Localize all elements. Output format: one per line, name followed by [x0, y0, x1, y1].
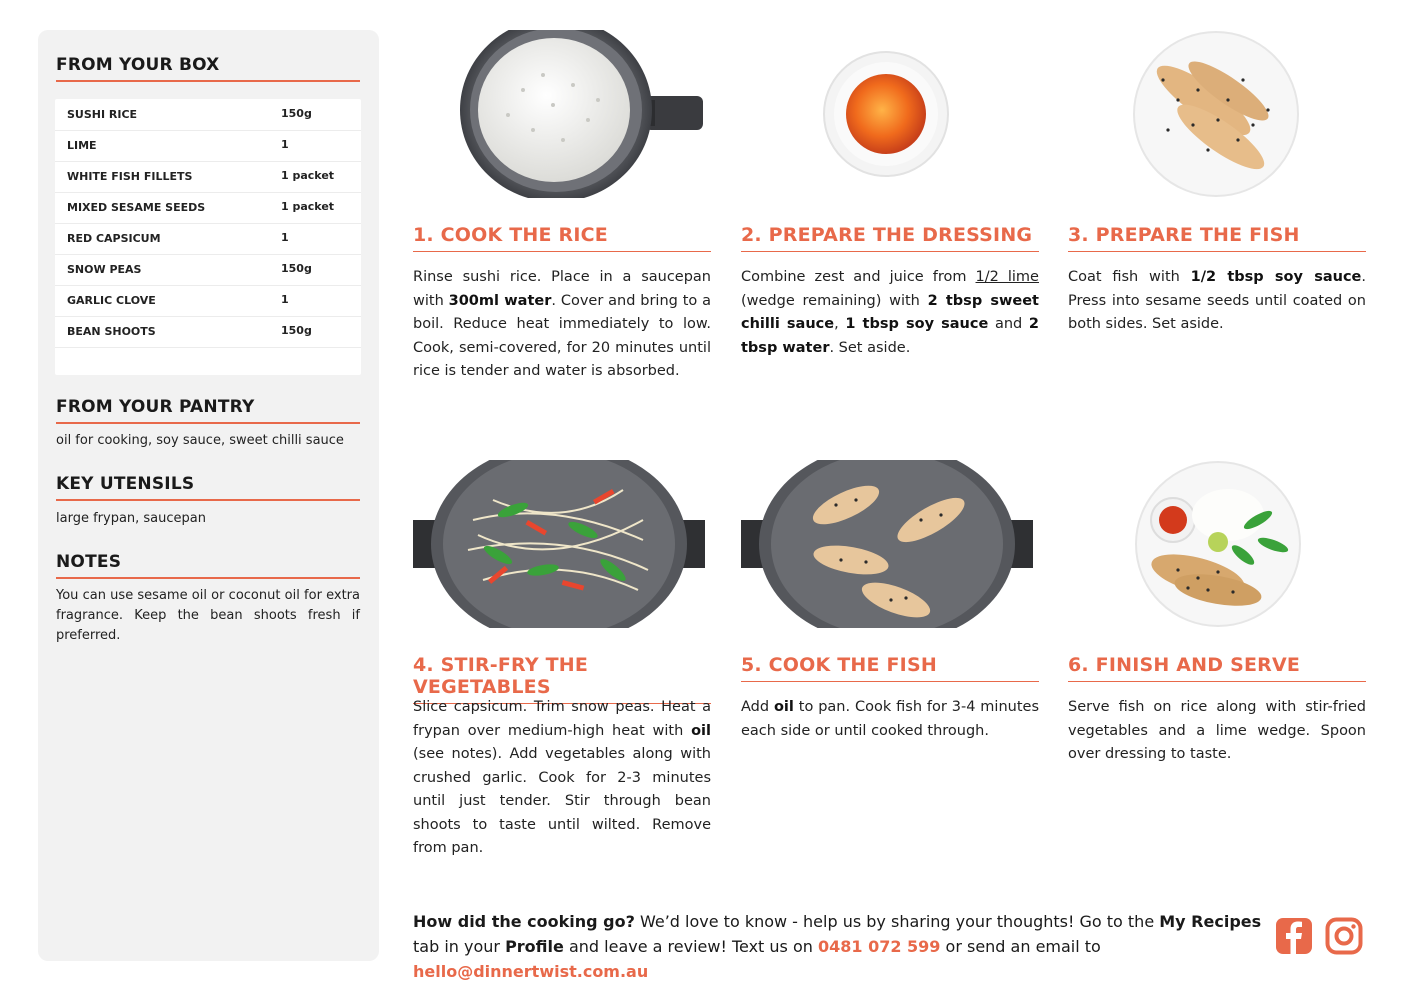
- pantry-title: FROM YOUR PANTRY: [56, 397, 360, 424]
- instagram-icon[interactable]: [1325, 917, 1363, 955]
- notes-title: NOTES: [56, 552, 360, 579]
- ingredient-qty: 150g: [281, 262, 312, 275]
- ingredient-name: BEAN SHOOTS: [67, 325, 156, 338]
- utensils-title: KEY UTENSILS: [56, 474, 360, 501]
- table-row: [55, 285, 361, 317]
- phone-number[interactable]: 0481 072 599: [817, 937, 941, 956]
- email-link[interactable]: hello@dinnertwist.com.au: [413, 962, 649, 981]
- utensils-text: large frypan, saucepan: [56, 511, 206, 526]
- feedback-footer: How did the cooking go? We’d love to know - help us by sharing your thoughts! Go to the My Recipes tab in your Profile and leave a review! Text us on 0481 072 599 or send an email to hello@dinnertwist.com.au: [413, 912, 1262, 981]
- sidebar: [38, 30, 379, 961]
- step-2-title: 2. PREPARE THE DRESSING: [741, 224, 1039, 252]
- ingredient-name: MIXED SESAME SEEDS: [67, 201, 206, 214]
- table-row: [55, 192, 361, 224]
- ingredient-name: RED CAPSICUM: [67, 232, 161, 245]
- step-5-text: Add oil to pan. Cook fish for 3-4 minutes each side or until cooked through.: [741, 699, 1039, 739]
- table-row: [55, 316, 361, 348]
- my-recipes-label: My Recipes: [1159, 912, 1262, 931]
- stir-fry-pan-image: [413, 460, 711, 628]
- step-6-title: 6. FINISH AND SERVE: [1068, 654, 1366, 682]
- ingredient-qty: 150g: [281, 107, 312, 120]
- feedback-question: How did the cooking go?: [413, 912, 635, 931]
- finished-dish-image: [1068, 460, 1366, 628]
- ingredient-name: GARLIC CLOVE: [67, 294, 156, 307]
- fish-frypan-image: [741, 460, 1039, 628]
- ingredient-qty: 150g: [281, 324, 312, 337]
- step-2-text: Combine zest and juice from 1/2 lime (wedge remaining) with 2 tbsp sweet chilli sauce, 1 tbsp soy sauce and 2 tbsp water. Set aside.: [741, 269, 1040, 356]
- table-row: [55, 161, 361, 193]
- step-6-text: Serve fish on rice along with stir-fried vegetables and a lime wedge. Spoon over dressing to taste.: [1068, 699, 1366, 762]
- rice-saucepan-image: [413, 30, 711, 198]
- ingredient-name: SNOW PEAS: [67, 263, 142, 276]
- ingredient-qty: 1: [281, 231, 289, 244]
- ingredient-qty: 1: [281, 138, 289, 151]
- facebook-icon[interactable]: [1275, 917, 1313, 955]
- table-row: [55, 254, 361, 286]
- ingredient-name: WHITE FISH FILLETS: [67, 170, 193, 183]
- step-4-title: 4. STIR-FRY THE VEGETABLES: [413, 654, 711, 704]
- ingredient-qty: 1 packet: [281, 169, 335, 182]
- table-row: [55, 130, 361, 162]
- pantry-text: oil for cooking, soy sauce, sweet chilli sauce: [56, 433, 344, 448]
- ingredients-table: [55, 99, 361, 375]
- ingredient-qty: 1 packet: [281, 200, 335, 213]
- ingredient-name: LIME: [67, 139, 97, 152]
- table-row: [55, 223, 361, 255]
- step-4-text: Slice capsicum. Trim snow peas. Heat a frypan over medium-high heat with oil (see notes). Add vegetables along with crushed garlic. Cook for 2-3 minutes until just tender. Stir through bean shoots to taste until wilted. Remove from pan.: [413, 699, 711, 856]
- profile-label: Profile: [505, 937, 564, 956]
- step-1-title: 1. COOK THE RICE: [413, 224, 711, 252]
- step-3-text: Coat fish with 1/2 tbsp soy sauce. Press into sesame seeds until coated on both sides. Set aside.: [1068, 269, 1366, 332]
- dressing-bowl-image: [741, 30, 1039, 198]
- ingredient-name: SUSHI RICE: [67, 108, 138, 121]
- step-5-title: 5. COOK THE FISH: [741, 654, 1039, 682]
- notes-text: You can use sesame oil or coconut oil for extra fragrance. Keep the bean shoots fresh if preferred.: [56, 588, 360, 643]
- step-3-title: 3. PREPARE THE FISH: [1068, 224, 1366, 252]
- ingredient-qty: 1: [281, 293, 289, 306]
- step-1-text: Rinse sushi rice. Place in a saucepan with 300ml water. Cover and bring to a boil. Reduce heat immediately to low. Cook, semi-covered, for 20 minutes until rice is tender and water is absorbed.: [413, 269, 711, 379]
- table-row: [55, 99, 361, 131]
- box-title: FROM YOUR BOX: [56, 55, 360, 82]
- sesame-fish-plate-image: [1068, 30, 1366, 198]
